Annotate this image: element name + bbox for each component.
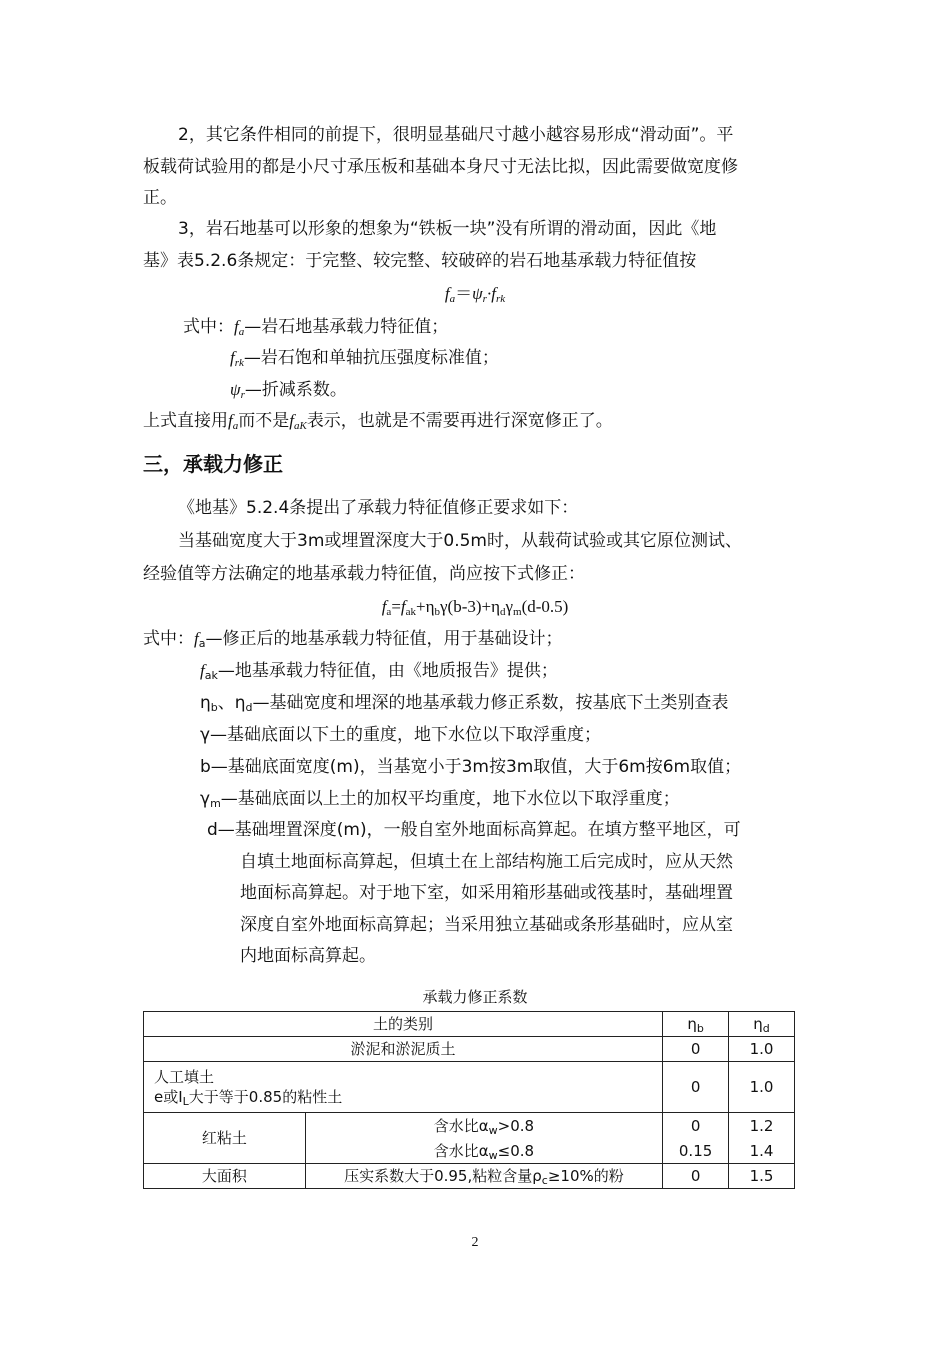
def-d-line-3: 地面标高算起。对于地下室，如采用箱形基础或筏基时，基础埋置 [240,883,733,903]
where-rock: 式中：$f_a—$岩石地基承载力特征值； [183,317,449,338]
conclusion: 上式直接用$f_a$而不是$f_{aK}$表示，也就是不需要再进行深宽修正了。 [143,411,613,432]
def-frk: $f_{rk}—$岩石饱和单轴抗压强度标准值； [230,348,499,369]
def-psi: $\psi_r—$折减系数。 [230,380,347,401]
page-number: 2 [471,1235,479,1250]
formula-correction: $f_a=f_{ak}+\eta_b\gamma(b-3)+\eta_d\gamma_m(d-0.5)$ [381,597,569,618]
def-b: b—基础底面宽度(m)，当基宽小于3m按3m取值，大于6m按6m取值； [200,757,742,777]
def-fa: 式中：$f_a—$修正后的地基承载力特征值，用于基础设计； [143,629,563,650]
def-d-line-2: 自填土地面标高算起，但填土在上部结构施工后完成时，应从天然 [240,852,733,872]
header-eta-d: $\eta_d$ [729,1012,795,1037]
def-gamma-m: $\gamma_m—$基础底面以上土的加权平均重度，地下水位以下取浮重度； [200,789,680,810]
condition-line-2: 经验值等方法确定的地基承载力特征值，尚应按下式修正： [143,564,585,584]
table-row: 淤泥和淤泥质土 0 1.0 [144,1037,795,1062]
header-eta-b: $\eta_b$ [663,1012,729,1037]
section-intro: 《地基》5.2.4条提出了承载力特征值修正要求如下： [178,498,579,518]
table-caption: 承载力修正系数 [422,988,528,1006]
para-3-line-2: 基》表5.2.6条规定：于完整、较完整、较破碎的岩石地基承载力特征值按 [143,251,697,271]
table-row: 含水比$\alpha_w\le 0.8$ 0.15 1.4 [144,1138,795,1164]
table-row: 人工填土 e或$I_L$大于等于0.85的粘性土 0 1.0 [144,1062,795,1113]
para-2-line-3: 正。 [143,188,177,208]
correction-table [143,1011,795,1189]
def-eta: $\eta_b$、$\eta_d—$基础宽度和埋深的地基承载力修正系数，按基底下土类别查表 [200,693,729,714]
def-d-line-5: 内地面标高算起。 [240,946,376,966]
para-2-line-2: 板载荷试验用的都是小尺寸承压板和基础本身尺寸无法比拟，因此需要做宽度修 [143,157,738,177]
table-row: 大面积 压实系数大于0.95,粘粒含量$\rho_c\ge 10\%$的粉 0 1.5 [144,1164,795,1189]
def-d-line-1: d—基础埋置深度(m)，一般自室外地面标高算起。在填方整平地区，可 [207,820,741,840]
def-fak: $f_{ak}—$地基承载力特征值，由《地质报告》提供； [200,661,558,682]
table-header-row [144,1012,795,1037]
section-heading: 三，承载力修正 [143,452,283,476]
para-2-line-1: 2，其它条件相同的前提下，很明显基础尺寸越小越容易形成“滑动面”。平 [178,125,734,145]
para-3-line-1: 3，岩石地基可以形象的想象为“铁板一块”没有所谓的滑动面，因此《地 [178,219,717,239]
def-d-line-4: 深度自室外地面标高算起；当采用独立基础或条形基础时，应从室 [240,915,733,935]
table-row: 红粘土 含水比$\alpha_w>0.8$ 0 1.2 [144,1113,795,1139]
formula-rock: $f_a=\psi_r\cdot f_{rk}$ [444,284,506,305]
def-gamma: γ—基础底面以下土的重度，地下水位以下取浮重度； [200,725,602,745]
header-soil-type: 土的类别 [144,1012,663,1037]
condition-line-1: 当基础宽度大于3m或埋置深度大于0.5m时，从载荷试验或其它原位测试、 [178,531,742,551]
